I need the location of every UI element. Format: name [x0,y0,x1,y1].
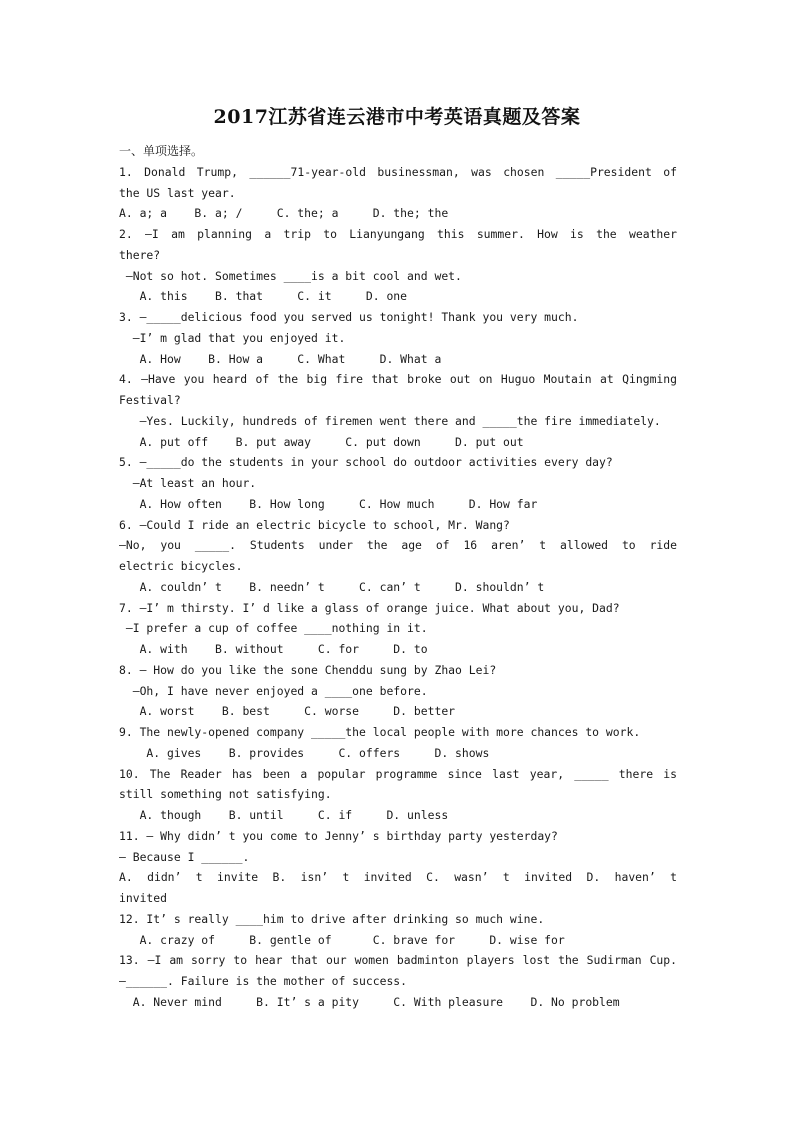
text-line: 9. The newly-opened company _____the local people with more chances to work. [119,725,641,739]
text-line: 11. — Why didn’ t you come to Jenny’ s birthday party yesterday? [119,828,558,843]
text-line: the US last year. [119,185,236,200]
text-line: 7. —I’ m thirsty. I’ d like a glass of orange juice. What about you, Dad? [119,600,620,615]
section-heading: 一、单项选择。 [119,144,204,158]
text-line: —At least an hour. [119,476,257,490]
answer-options: A. How often B. How long C. How much D. How far [119,496,538,511]
text-line: Festival? [119,393,181,407]
text-line: invited [119,891,168,905]
text-line: —No, you _____. Students under the age of 16 aren’ t allowed to ride [119,538,677,553]
text-line: electric bicycles. [119,559,243,573]
text-line: —I’ m glad that you enjoyed it. [119,330,346,345]
answer-options: A. with B. without C. for D. to [119,642,428,656]
answer-options: A. a; a B. a; / C. the; a D. the; the [119,206,449,221]
text-line: 5. —_____do the students in your school do outdoor activities every day? [119,455,613,470]
text-line: 10. The Reader has been a popular programme since last year, _____ there is [119,766,677,781]
answer-options: A. this B. that C. it D. one [119,289,408,304]
answer-options: A. gives B. provides C. offers D. shows [119,745,490,760]
answer-options: A. didn’ t invite B. isn’ t invited C. wasn’ t invited D. haven’ t [119,870,677,885]
text-line: —______. Failure is the mother of success. [119,974,408,988]
text-line: 4. —Have you heard of the big fire that broke out on Huguo Moutain at Qingming [119,372,677,387]
answer-options: A. couldn’ t B. needn’ t C. can’ t D. shouldn’ t [119,579,545,594]
text-line: 1. Donald Trump, ______71-year-old businessman, was chosen _____President of [119,164,677,179]
text-line: 2. —I am planning a trip to Lianyungang this summer. How is the weather [119,227,677,241]
answer-options: A. put off B. put away C. put down D. put out [119,434,524,449]
text-line: —Not so hot. Sometimes ____is a bit cool and wet. [119,268,462,283]
text-line: —Oh, I have never enjoyed a ____one before. [119,683,428,698]
answer-options: A. Never mind B. It’ s a pity C. With pleasure D. No problem [119,994,620,1009]
document-title: 2017江苏省连云港市中考英语真题及答案 [213,106,581,128]
answer-options: A. though B. until C. if D. unless [119,808,449,822]
text-line: 12. It’ s really ____him to drive after drinking so much wine. [119,911,545,926]
text-line: 13. —I am sorry to hear that our women badminton players lost the Sudirman Cup. [119,953,677,968]
text-line: 3. —_____delicious food you served us tonight! Thank you very much. [119,310,579,324]
text-line: 6. —Could I ride an electric bicycle to school, Mr. Wang? [119,517,510,532]
question-list [119,141,677,1013]
answer-options: A. worst B. best C. worse D. better [119,704,456,719]
text-line: —I prefer a cup of coffee ____nothing in it. [119,621,428,636]
answer-options: A. crazy of B. gentle of C. brave for D. wise for [119,932,565,947]
text-line: still something not satisfying. [119,787,332,802]
text-line: 8. — How do you like the sone Chenddu sung by Zhao Lei? [119,662,497,677]
text-line: there? [119,247,161,262]
answer-options: A. How B. How a C. What D. What a [119,351,442,366]
text-line: — Because I ______. [119,849,250,864]
text-line: —Yes. Luckily, hundreds of firemen went there and _____the fire immediately. [119,413,661,428]
